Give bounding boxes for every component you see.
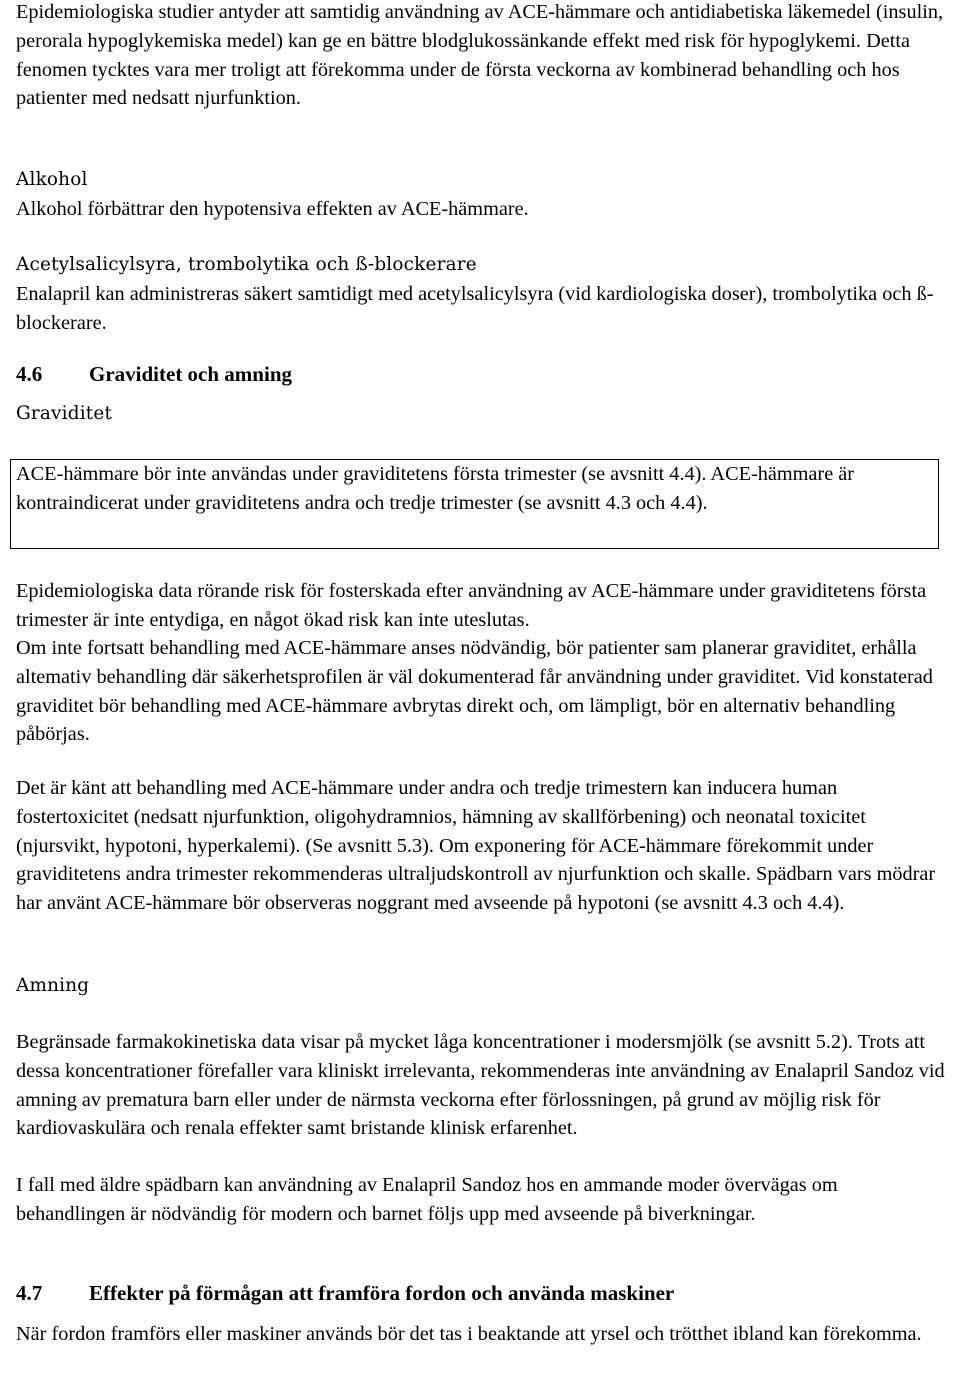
graviditet-heading: Graviditet <box>16 403 113 424</box>
section-4-7-title: Effekter på förmågan att framföra fordon och använda maskiner <box>89 1281 675 1305</box>
amning-paragraph-1: Begränsade farmakokinetiska data visar på mycket låga koncentrationer i modersmjölk (se avsnitt 5.2). Trots att dessa koncentrationer förefaller vara kliniskt irrelevanta, rekommenderas inte användning av Enalapril Sandoz vid amning av prematura barn eller under de närmsta veckorna efter förlossningen, på grund av möjlig risk för kardiovaskulära och renala effekter samt bristande klinisk erfarenhet. <box>16 1031 945 1140</box>
graviditet-boxed-text: ACE-hämmare bör inte användas under graviditetens första trimester (se avsnitt 4.4). ACE-hämmare är kontraindicerat under graviditetens andra och tredje trimester (se avsnitt 4.3 och 4.4). <box>16 463 855 514</box>
section-4-7-number: 4.7 <box>16 1281 43 1305</box>
amning-paragraph-2: I fall med äldre spädbarn kan användning av Enalapril Sandoz hos en ammande moder övervägas om behandlingen är nödvändig för modern och barnet följs upp med avseende på biverkningar. <box>16 1174 838 1225</box>
section-4-6-title: Graviditet och amning <box>89 362 292 386</box>
amning-heading: Amning <box>16 975 90 996</box>
section-4-6-heading <box>16 360 946 389</box>
graviditet-paragraph-2: Om inte fortsatt behandling med ACE-hämmare anses nödvändig, bör patienter sam planerar graviditet, erhålla altemativ behandling där säkerhetsprofilen är väl dokumenterad får användning under graviditet. Vid konstaterad graviditet bör behandling med ACE-hämmare avbrytas direkt och, om lämpligt, bör en alternativ behandling påbörjas. <box>16 637 933 746</box>
alkohol-paragraph: Alkohol förbättrar den hypotensiva effekten av ACE-hämmare. <box>16 198 529 220</box>
asa-heading: Acetylsalicylsyra, trombolytika och ß-blockerare <box>16 254 477 275</box>
section-4-6-number: 4.6 <box>16 362 43 386</box>
asa-paragraph: Enalapril kan administreras säkert samtidigt med acetylsalicylsyra (vid kardiologiska doser), trombolytika och ß-blockerare. <box>16 283 934 334</box>
section-4-7-heading <box>16 1279 946 1308</box>
graviditet-paragraph-1: Epidemiologiska data rörande risk för fosterskada efter användning av ACE-hämmare under graviditetens första trimester är inte entydiga, en något ökad risk kan inte uteslutas. <box>16 580 927 631</box>
graviditet-paragraph-3: Det är känt att behandling med ACE-hämmare under andra och tredje trimestern kan inducera human fostertoxicitet (nedsatt njurfunktion, oligohydramnios, hämning av skallförbening) och neonatal toxicitet (njursvikt, hypotoni, hyperkalemi). (Se avsnitt 5.3). Om exponering för ACE-hämmare förekommit under graviditetens andra trimester rekommenderas ultraljudskontroll av njurfunktion och skalle. Spädbarn vars mödrar har använt ACE-hämmare bör observeras noggrant med avseende på hypotoni (se avsnitt 4.3 och 4.4). <box>16 777 936 915</box>
graviditet-boxed-notice <box>10 459 939 549</box>
alkohol-heading: Alkohol <box>16 169 88 190</box>
section-4-7-paragraph: När fordon framförs eller maskiner används bör det tas i beaktande att yrsel och trötthet ibland kan förekomma. <box>16 1323 922 1345</box>
intro-paragraph: Epidemiologiska studier antyder att samtidig användning av ACE-hämmare och antidiabetiska läkemedel (insulin, perorala hypoglykemiska medel) kan ge en bättre blodglukossänkande effekt med risk för hypoglykemi. Detta fenomen tycktes vara mer troligt att förekomma under de första veckorna av kombinerad behandling och hos patienter med nedsatt njurfunktion. <box>16 1 944 110</box>
